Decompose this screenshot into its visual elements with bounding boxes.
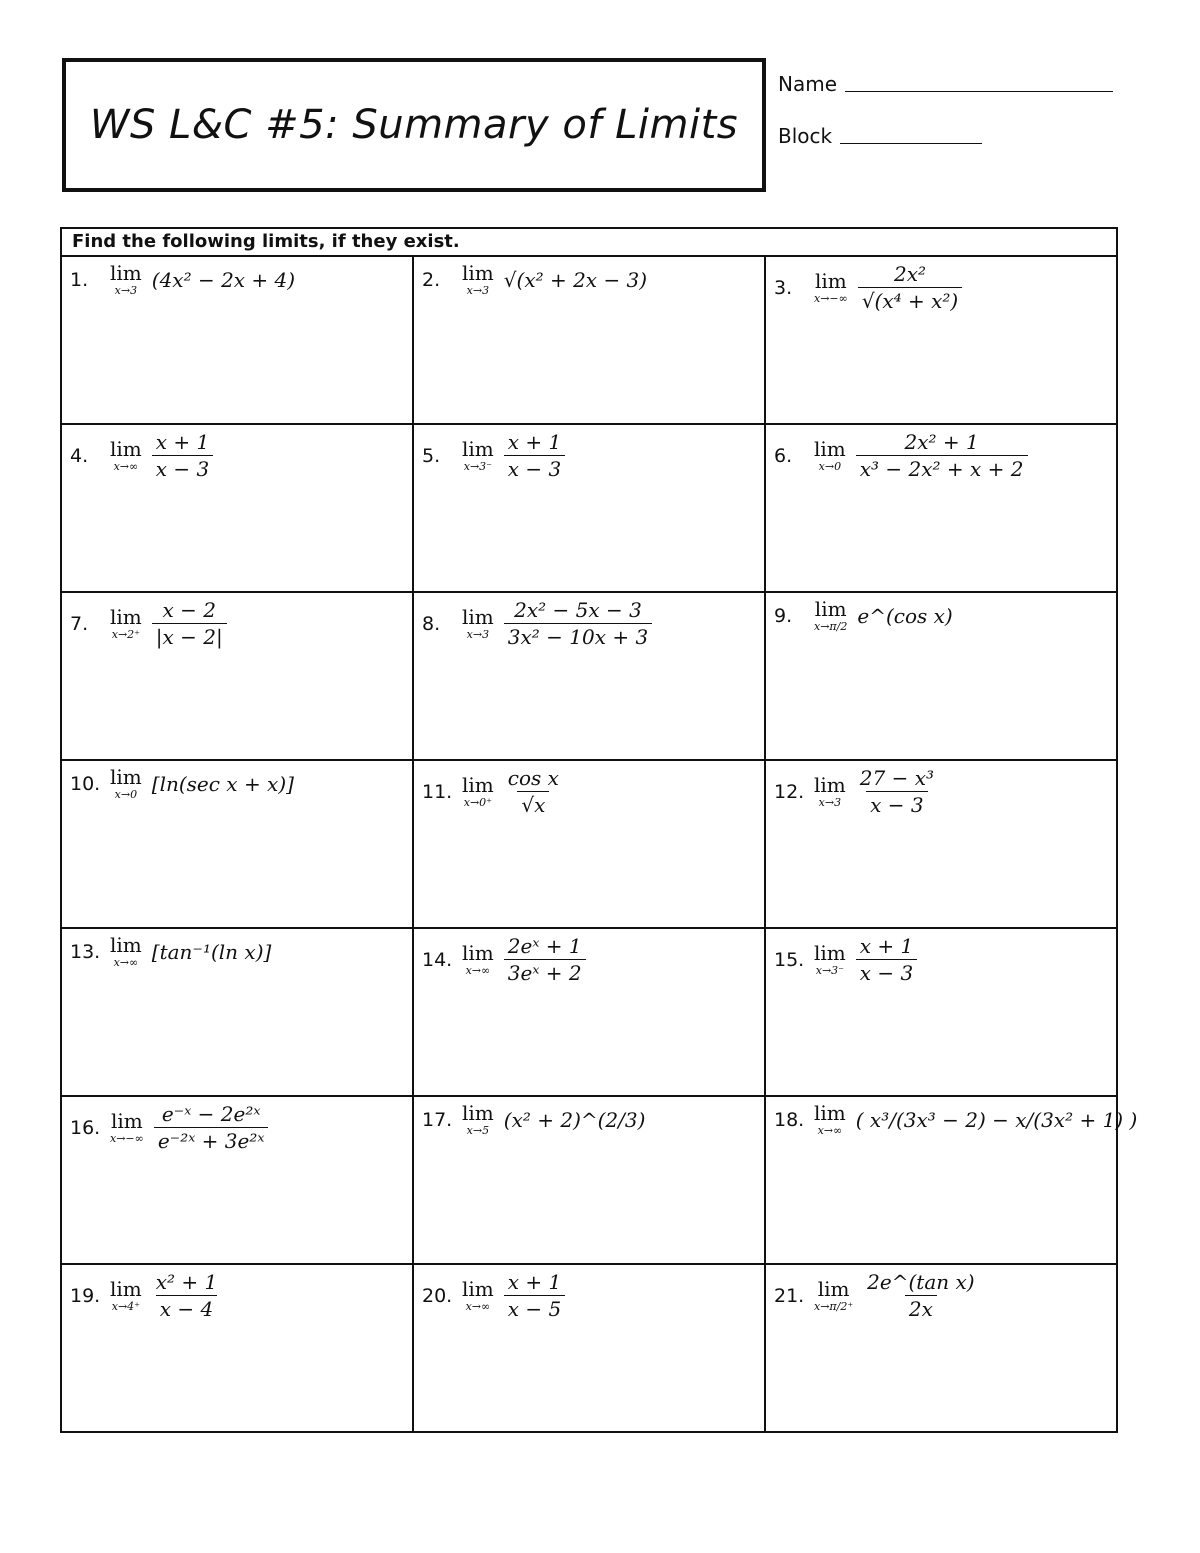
limit-operator: lim x→4⁺ (110, 1277, 142, 1313)
limit-approach: x→5 (466, 1124, 490, 1137)
problem-number: 10. (70, 772, 101, 795)
limit-approach: x→∞ (113, 956, 139, 969)
limit-operator: lim x→3⁻ (814, 941, 846, 977)
problem-number: 6. (774, 444, 793, 467)
problem-row (61, 256, 1117, 424)
problem-cell[interactable] (765, 928, 1117, 1096)
fraction (504, 1271, 565, 1320)
limit-operator: lim x→−∞ (814, 269, 848, 305)
problem (70, 1271, 221, 1320)
problem-cell[interactable] (413, 1264, 765, 1432)
problem-number: 19. (70, 1284, 101, 1307)
fraction (154, 1103, 269, 1152)
problem-cell[interactable] (765, 592, 1117, 760)
worksheet-title: WS L&C #5: Summary of Limits (89, 102, 739, 148)
limit-approach: x→4⁺ (111, 1300, 140, 1313)
expression: (x² + 2)^(2/3) (503, 1107, 646, 1132)
problem-number: 2. (422, 268, 441, 291)
denominator: x − 3 (152, 455, 213, 480)
denominator: √(x⁴ + x²) (858, 287, 962, 312)
name-blank[interactable] (845, 90, 1113, 92)
expression: [ln(sec x + x)] (151, 771, 294, 796)
fraction (152, 1271, 222, 1320)
problem-number: 13. (70, 940, 101, 963)
problem (774, 1103, 1137, 1136)
limit-approach: x→∞ (113, 460, 139, 473)
problem-row (61, 1264, 1117, 1432)
denominator: e⁻²ˣ + 3e²ˣ (154, 1127, 269, 1152)
limit-approach: x→0⁺ (463, 796, 492, 809)
limit-approach: x→∞ (817, 1124, 843, 1137)
name-field[interactable] (778, 72, 1113, 96)
numerator: e⁻ˣ − 2e²ˣ (161, 1102, 261, 1126)
problem-number: 3. (774, 276, 793, 299)
limit-operator: lim x→∞ (462, 1277, 494, 1313)
problem-number: 7. (70, 612, 89, 635)
problem-row (61, 592, 1117, 760)
problem (70, 935, 271, 968)
limit-approach: x→∞ (465, 1300, 491, 1313)
problem (422, 767, 563, 816)
limit-operator: lim x→∞ (110, 933, 142, 969)
problem-number: 11. (422, 780, 453, 803)
problem (422, 1271, 565, 1320)
problem-row (61, 760, 1117, 928)
fraction (504, 935, 586, 984)
problem-number: 14. (422, 948, 453, 971)
block-label: Block (778, 124, 833, 148)
problem-number: 17. (422, 1108, 453, 1131)
numerator: 2x² − 5x − 3 (514, 598, 642, 622)
title-box (62, 58, 766, 192)
limit-approach: x→3⁻ (815, 964, 844, 977)
problem-cell[interactable] (61, 760, 413, 928)
numerator: x² + 1 (155, 1270, 218, 1294)
fraction (856, 431, 1028, 480)
numerator: x + 1 (859, 934, 914, 958)
fraction (863, 1271, 978, 1320)
problem-cell[interactable] (61, 1096, 413, 1264)
expression: √(x² + 2x − 3) (503, 267, 648, 292)
problem (422, 263, 647, 296)
problem (422, 935, 586, 984)
numerator: 2e^(tan x) (867, 1270, 975, 1294)
problem-cell[interactable] (765, 424, 1117, 592)
limit-approach: x→3 (818, 796, 842, 809)
limit-operator: lim x→2⁺ (110, 605, 142, 641)
limit-operator: lim x→∞ (110, 437, 142, 473)
problem-number: 16. (70, 1116, 101, 1139)
limit-operator: lim x→3 (462, 261, 494, 297)
limit-approach: x→2⁺ (111, 628, 140, 641)
numerator: x + 1 (507, 430, 562, 454)
problem-cell[interactable] (61, 928, 413, 1096)
problem-cell[interactable] (413, 928, 765, 1096)
block-blank[interactable] (840, 142, 982, 144)
fraction (856, 935, 917, 984)
problem-cell[interactable] (61, 592, 413, 760)
limit-approach: x→π/2 (814, 620, 848, 633)
problem-row (61, 424, 1117, 592)
problem (774, 599, 953, 632)
limit-operator: lim x→π/2 (814, 597, 848, 633)
limit-approach: x→0 (818, 460, 842, 473)
problem-cell[interactable] (413, 592, 765, 760)
expression: e^(cos x) (857, 603, 953, 628)
problem-row (61, 928, 1117, 1096)
problem (774, 431, 1028, 480)
limit-operator: lim x→5 (462, 1101, 494, 1137)
problem-number: 4. (70, 444, 89, 467)
problem-cell[interactable] (413, 256, 765, 424)
numerator: 2eˣ + 1 (507, 934, 582, 958)
problem-cell[interactable] (413, 424, 765, 592)
limit-operator: lim x→∞ (814, 1101, 846, 1137)
limit-operator: lim x→0 (110, 765, 142, 801)
limit-approach: x→3 (466, 628, 490, 641)
denominator: |x − 2| (152, 623, 227, 648)
problem (70, 431, 213, 480)
denominator: x − 3 (504, 455, 565, 480)
denominator: x − 3 (856, 959, 917, 984)
fraction (504, 767, 563, 816)
problem-cell[interactable] (61, 1264, 413, 1432)
block-field[interactable] (778, 124, 982, 148)
limit-operator: lim x→0 (814, 437, 846, 473)
fraction (856, 767, 938, 816)
problem-number: 1. (70, 268, 89, 291)
limit-approach: x→−∞ (110, 1132, 144, 1145)
problem-cell[interactable] (765, 1264, 1117, 1432)
problem-number: 18. (774, 1108, 805, 1131)
limit-approach: x→3 (114, 284, 138, 297)
problem-cell[interactable] (61, 256, 413, 424)
denominator: x³ − 2x² + x + 2 (856, 455, 1028, 480)
problem (70, 263, 295, 296)
problem (70, 599, 227, 648)
problem (774, 767, 938, 816)
name-label: Name (778, 72, 838, 96)
limit-operator: lim x→3 (814, 773, 846, 809)
limit-approach: x→0 (114, 788, 138, 801)
problem (70, 1103, 268, 1152)
problem (774, 935, 917, 984)
problem-number: 9. (774, 604, 793, 627)
fraction (504, 599, 652, 648)
limit-approach: x→π/2⁺ (814, 1300, 854, 1313)
problem-number: 12. (774, 780, 805, 803)
numerator: 2x² (894, 262, 927, 286)
problem (422, 1103, 645, 1136)
numerator: 27 − x³ (859, 766, 934, 790)
problem-cell[interactable] (61, 424, 413, 592)
numerator: x + 1 (507, 1270, 562, 1294)
numerator: x + 1 (155, 430, 210, 454)
denominator: x − 5 (504, 1295, 565, 1320)
denominator: 3eˣ + 2 (504, 959, 586, 984)
limit-operator: lim x→−∞ (110, 1109, 144, 1145)
fraction (152, 431, 213, 480)
problem-number: 5. (422, 444, 441, 467)
problem (774, 1271, 979, 1320)
expression: (4x² − 2x + 4) (151, 267, 296, 292)
problem (774, 263, 962, 312)
problem-row (61, 1096, 1117, 1264)
problem (422, 431, 565, 480)
denominator: x − 3 (866, 791, 927, 816)
instructions: Find the following limits, if they exist. (61, 228, 1117, 256)
limit-approach: x→−∞ (814, 292, 848, 305)
numerator: cos x (507, 766, 559, 790)
limit-operator: lim x→3 (462, 605, 494, 641)
problem-cell[interactable] (765, 1096, 1138, 1264)
numerator: x − 2 (162, 598, 216, 622)
problem-number: 15. (774, 948, 805, 971)
denominator: 3x² − 10x + 3 (504, 623, 652, 648)
fraction (504, 431, 565, 480)
limit-approach: x→3⁻ (463, 460, 492, 473)
problem-cell[interactable] (413, 1096, 765, 1264)
limit-operator: lim x→3⁻ (462, 437, 494, 473)
problem (422, 599, 652, 648)
limit-approach: x→3 (466, 284, 490, 297)
expression: [tan⁻¹(ln x)] (151, 939, 272, 964)
expression: ( x³/(3x³ − 2) − x/(3x² + 1) ) (855, 1107, 1138, 1132)
limit-operator: lim x→π/2⁺ (814, 1277, 854, 1313)
problem (70, 767, 294, 800)
limit-operator: lim x→0⁺ (462, 773, 494, 809)
limit-approach: x→∞ (465, 964, 491, 977)
denominator: x − 4 (156, 1295, 217, 1320)
fraction (152, 599, 227, 648)
fraction (858, 263, 962, 312)
problem-grid (60, 227, 1138, 1433)
limit-operator: lim x→3 (110, 261, 142, 297)
denominator: √x (517, 791, 549, 816)
limit-operator: lim x→∞ (462, 941, 494, 977)
problem-cell[interactable] (765, 256, 1117, 424)
numerator: 2x² + 1 (904, 430, 979, 454)
problem-rows (61, 256, 1138, 1432)
problem-number: 21. (774, 1284, 805, 1307)
problem-number: 8. (422, 612, 441, 635)
problem-number: 20. (422, 1284, 453, 1307)
problem-cell[interactable] (413, 760, 765, 928)
problem-cell[interactable] (765, 760, 1117, 928)
denominator: 2x (905, 1295, 937, 1320)
